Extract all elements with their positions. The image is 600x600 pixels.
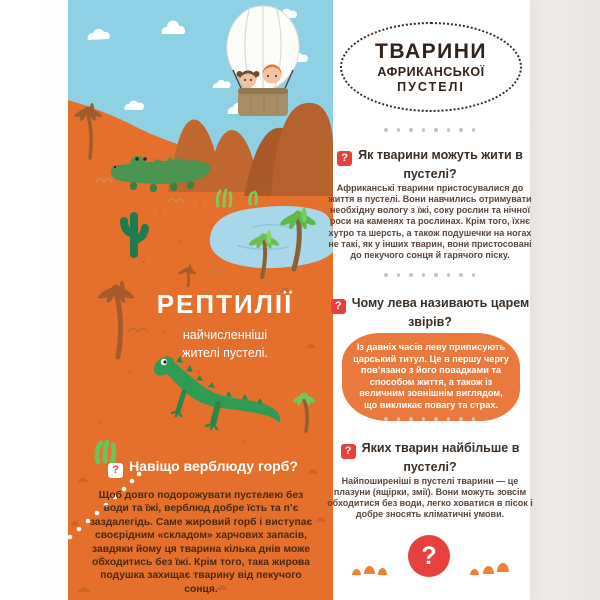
qa3-question-text: Яких тварин найбільше в пустелі? xyxy=(361,441,520,474)
reptiles-subtitle-line2: жителі пустелі. xyxy=(182,345,268,360)
dune-decoration xyxy=(497,563,509,572)
qa2-question xyxy=(326,295,534,331)
camel-answer: Щоб довго подорожувати пустелею без води та їжі, верблюд добре їсть та п’є заздалегідь. Саме жировий горб і виступає своєрідним «складом» харчових запасів, завдяки йому ця тварина кілька днів може обходитись без їжі. Крім того, така жирова подушка захищає тварину від пекучого сонця. xyxy=(89,490,313,595)
dune-decoration xyxy=(352,569,361,575)
page-title xyxy=(340,22,522,112)
dune-decoration xyxy=(364,566,375,574)
camel-question-text: Навіщо верблюду горб? xyxy=(129,458,298,474)
big-question-mark-badge: ? xyxy=(408,535,450,577)
page-title-line1: ТВАРИНИ xyxy=(375,40,487,63)
question-mark-icon: ? xyxy=(108,463,123,478)
dune-decoration xyxy=(470,569,479,575)
page-title-line3: ПУСТЕЛІ xyxy=(397,80,465,94)
question-mark-icon: ? xyxy=(341,444,356,459)
qa3-answer: Найпоширеніші в пустелі тварини — це плазуни (ящірки, змії). Вони можуть зовсім обходитися без води, легко ховатися в пісок і добре зносять кліматичні умови. xyxy=(327,476,533,520)
qa2-answer-bubble: Із давніх часів леву приписують царський титул. Це в першу чергу пов’язано з його повадками та способом життя, а також із величним зовнішнім виглядом, що викликає повагу та страх. xyxy=(342,333,520,421)
dune-decoration xyxy=(483,566,494,574)
question-mark-icon: ? xyxy=(337,151,352,166)
reptiles-section-subtitle xyxy=(120,327,330,362)
dots-divider xyxy=(384,128,475,132)
oasis-pond xyxy=(210,206,333,268)
qa1-answer: Африканські тварини пристосувалися до життя в пустелі. Вони навчились отримувати необхідну вологу з їжі, соку рослин та нічної роси на каменях та рослинах. Крім того, їхнє хутро та шерсть, а також подушечки на ногах не такі, як у інших тварин, вони пристосовані до пекучого сонця й гарячого піску. xyxy=(328,183,532,260)
desert-illustration xyxy=(68,0,333,600)
qa1-question xyxy=(326,147,534,183)
dots-divider xyxy=(384,417,475,421)
page-title-line2: АФРИКАНСЬКОЇ xyxy=(377,65,485,79)
camel-question xyxy=(78,458,328,478)
reptiles-section-title: РЕПТИЛІЇ xyxy=(156,289,294,319)
dune-decoration xyxy=(378,568,387,575)
question-mark-icon: ? xyxy=(331,299,346,314)
book-page xyxy=(68,0,533,600)
qa2-question-text: Чому лева називають царем звірів? xyxy=(351,296,530,329)
qa1-question-text: Як тварини можуть жити в пустелі? xyxy=(358,148,523,181)
dots-divider xyxy=(384,273,475,277)
reptiles-subtitle-line1: найчисленніші xyxy=(182,328,268,342)
qa3-question xyxy=(326,440,534,476)
